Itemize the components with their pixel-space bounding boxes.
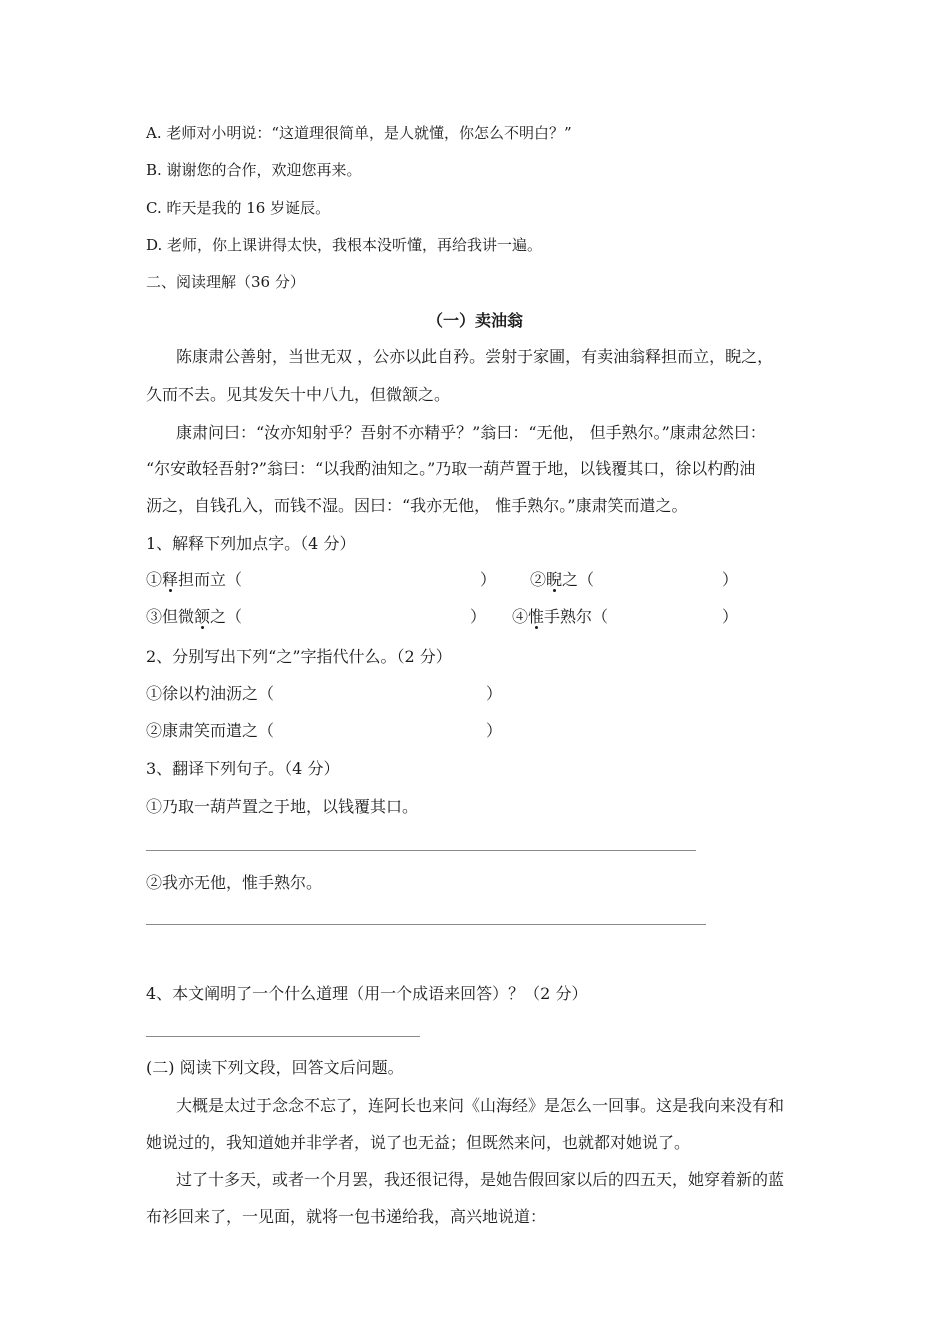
option-b: B. 谢谢您的合作，欢迎您再来。 [146,161,362,179]
passage-line: 陈康肃公善射，当世无双 ，公亦以此自矜。尝射于家圃，有卖油翁释担而立，睨之， [176,347,774,366]
dotted-char: 惟 [528,607,545,626]
passage-line: 沥之，自钱孔入，而钱不湿。因曰：“我亦无他， 惟手熟尔。”康肃笑而遣之。 [146,496,688,515]
dotted-char: 颔 [194,607,211,626]
passage-line: 大概是太过于念念不忘了，连阿长也来问《山海经》是怎么一回事。这是我向来没有和 [176,1096,785,1115]
option-d: D. 老师，你上课讲得太快，我根本没听懂，再给我讲一遍。 [146,236,543,254]
answer-line [146,924,706,925]
answer-line [146,850,696,851]
passage-line: 布衫回来了，一见面，就将一包书递给我，高兴地说道： [146,1207,547,1226]
question-3-label: 3、翻译下列句子。（4 分） [146,759,340,778]
passage-line: 久而不去。见其发矢十中八九，但微颔之。 [146,385,451,404]
passage-line: 过了十多天，或者一个月罢，我还很记得，是她告假回家以后的四五天，她穿着新的蓝 [176,1170,785,1189]
answer-line [146,1036,420,1037]
passage-line: “尔安敢轻吾射?”翁曰：“以我酌油知之。”乃取一葫芦置于地，以钱覆其口，徐以杓酌油 [146,459,756,478]
translation-sentence-1: ①乃取一葫芦置之于地，以钱覆其口。 [146,797,419,816]
passage-line: 她说过的，我知道她并非学者，说了也无益；但既然来问，也就都对她说了。 [146,1133,691,1152]
passage-2-heading: (二) 阅读下列文段，回答文后问题。 [146,1058,404,1077]
section-heading: 二、阅读理解（36 分） [146,273,305,291]
option-c: C. 昨天是我的 16 岁诞辰。 [146,199,331,217]
option-a: A. 老师对小明说：“这道理很简单，是人就懂，你怎么不明白？” [146,124,572,142]
question-2-label: 2、分别写出下列“之”字指代什么。（2 分） [146,647,452,666]
question-4-label: 4、本文阐明了一个什么道理（用一个成语来回答）？（2 分） [146,984,588,1003]
passage-title: （一）卖油翁 [426,311,523,330]
translation-sentence-2: ②我亦无他，惟手熟尔。 [146,873,323,892]
passage-line: 康肃问曰：“汝亦知射乎？吾射不亦精乎？”翁曰：“无他， 但手熟尔。”康肃忿然曰： [176,423,766,442]
question-1-label: 1、解释下列加点字。（4 分） [146,534,356,553]
dotted-char: 释 [162,570,179,589]
dotted-char: 睨 [546,570,563,589]
